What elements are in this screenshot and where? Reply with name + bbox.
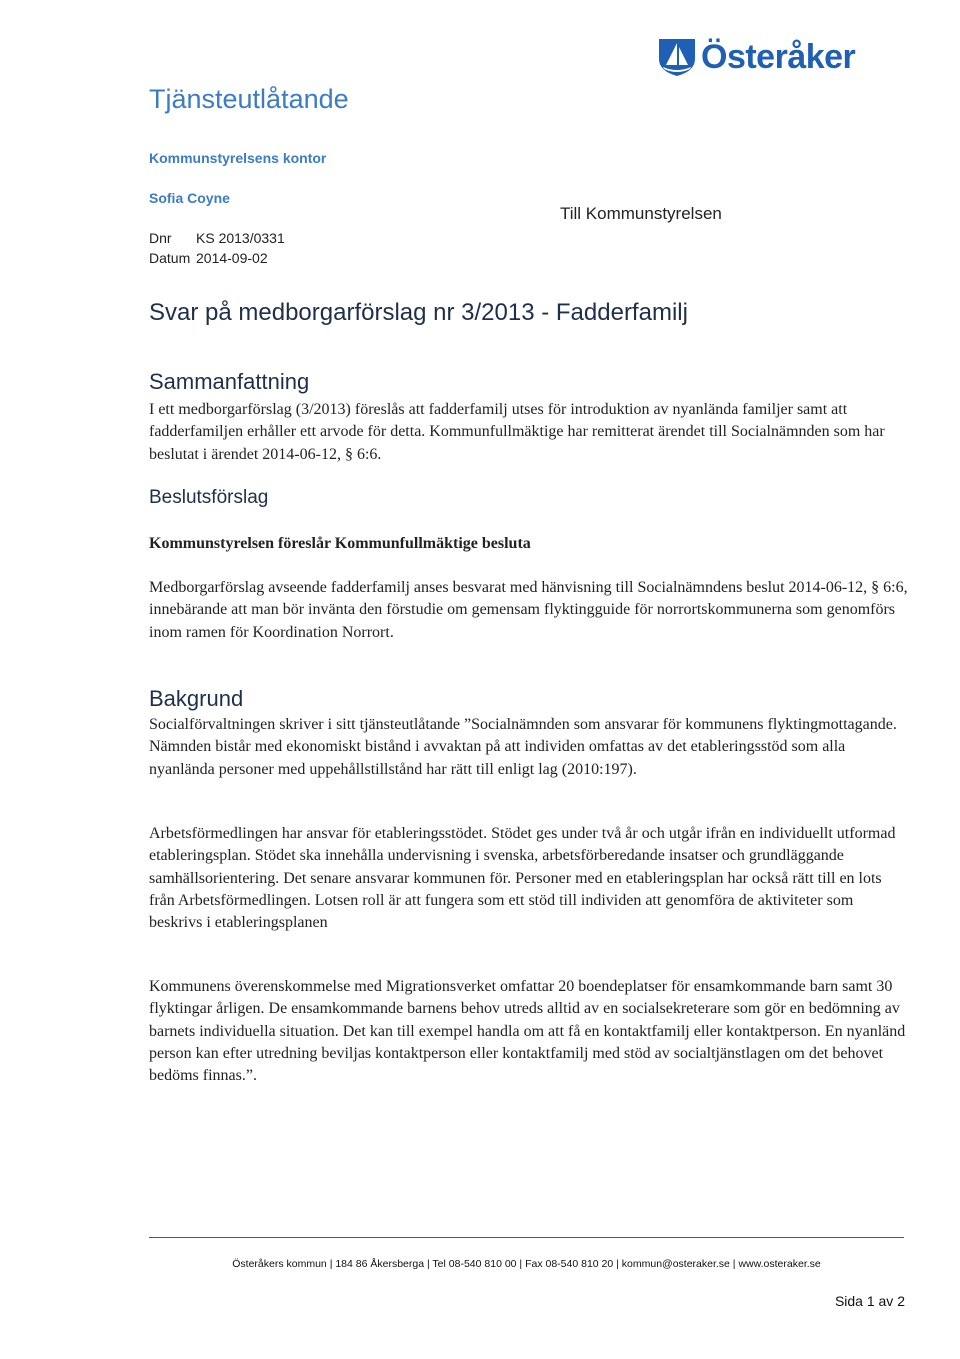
author-name: Sofia Coyne (149, 190, 230, 206)
footer-contact: Österåkers kommun | 184 86 Åkersberga | Tel 08-540 810 00 | Fax 08-540 810 20 | kommun@osteraker.se | www.osteraker.se (232, 1258, 821, 1270)
municipal-crest-icon (657, 37, 697, 77)
background-heading: Bakgrund (149, 686, 244, 711)
dnr-row (149, 230, 285, 246)
background-paragraph-2: Arbetsförmedlingen har ansvar för etableringsstödet. Stödet ges under två år och utgår ifrån en individuellt utformad etableringsplan. Stödet ska innehålla undervisning i svenska, arbetsförberedande insatser och grundläggande samhällsorientering. Det senare ansvarar kommunen för. Personer med en etableringsplan har också rätt till en lots från Arbetsförmedlingen. Lotsen roll är att fungera som ett stöd till individen att genomföra de aktiviteter som beskrivs i etableringsplanen (149, 825, 896, 932)
date-value: 2014-09-02 (196, 250, 268, 266)
logo-wordmark: Österåker (701, 37, 856, 76)
background-paragraph-1: Socialförvaltningen skriver i sitt tjänsteutlåtande ”Socialnämnden som ansvarar för kommunens flyktingmottagande. Nämnden bistår med ekonomiskt bistånd i avvaktan på att individen omfattas av det etableringsstöd som alla nyanlända personer med uppehållstillstånd har rätt till enligt lag (2010:197). (149, 716, 897, 778)
osteraker-logo (657, 34, 855, 80)
office-name: Kommunstyrelsens kontor (149, 150, 327, 166)
decision-heading: Beslutsförslag (149, 487, 269, 508)
date-row (149, 250, 268, 266)
decision-text: Medborgarförslag avseende fadderfamilj anses besvarat med hänvisning till Socialnämndens beslut 2014-06-12, § 6:6, innebärande att man bör invänta den förstudie om gemensam flyktingguide för norrortskommunerna som genomförs inom ramen för Koordination Norrort. (149, 579, 908, 641)
dnr-label: Dnr (149, 230, 172, 246)
recipient: Till Kommunstyrelsen (560, 204, 722, 223)
background-paragraph-3: Kommunens överenskommelse med Migrationsverket omfattar 20 boendeplatser för ensamkommande barn samt 30 flyktingar årligen. De ensamkommande barnens behov utreds alltid av en socialsekreterare som gör en bedömning av barnets individuella situation. Det kan till exempel handla om att få en kontaktfamilj eller kontaktperson. En nyanländ person kan efter utredning beviljas kontaktperson eller kontaktfamilj med stöd av socialtjänstlagen om det behovet bedöms finnas.”. (149, 978, 906, 1085)
document-title: Svar på medborgarförslag nr 3/2013 - Fadderfamilj (149, 299, 688, 326)
date-label: Datum (149, 250, 191, 266)
summary-text: I ett medborgarförslag (3/2013) föreslås att fadderfamilj utses för introduktion av nyanlända familjer samt att fadderfamiljen erhåller ett arvode för detta. Kommunfullmäktige har remitterat ärendet till Socialnämnden som har beslutat i ärendet 2014-06-12, § 6:6. (149, 401, 885, 463)
footer-divider (149, 1237, 904, 1238)
decision-subheading: Kommunstyrelsen föreslår Kommunfullmäktige besluta (149, 535, 531, 552)
summary-heading: Sammanfattning (149, 369, 310, 394)
document-type: Tjänsteutlåtande (149, 84, 349, 114)
page-number: Sida 1 av 2 (834, 1293, 905, 1309)
dnr-value: KS 2013/0331 (196, 230, 285, 246)
